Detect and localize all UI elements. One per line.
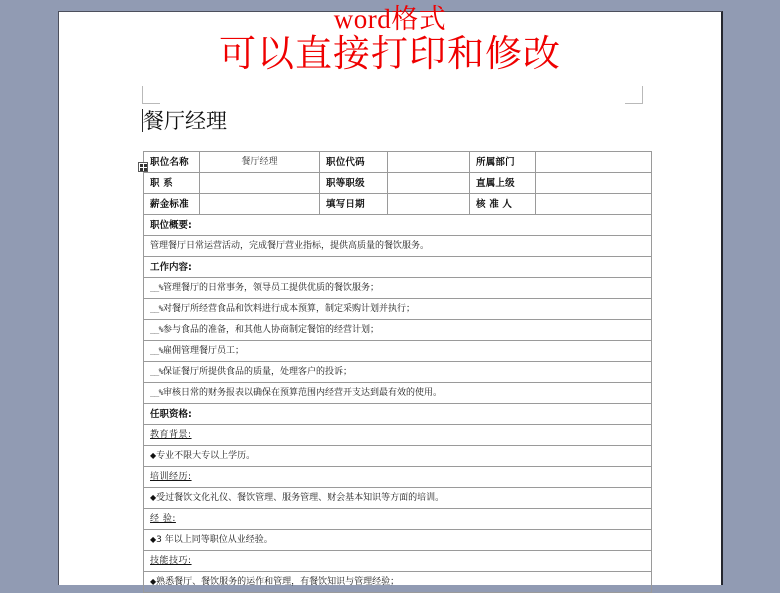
- duty-text: 对餐厅所经营食品和饮料进行成本预算，制定采购计划并执行；: [162, 304, 415, 314]
- table-body: [144, 152, 652, 593]
- table-row-qualification-subheading: [144, 509, 652, 530]
- table-row-duty: [144, 278, 652, 299]
- cell-label-grade: 职等职级: [320, 173, 388, 194]
- cell-value-salary[interactable]: [200, 194, 320, 215]
- duty-item: [144, 383, 652, 404]
- duty-item: [144, 341, 652, 362]
- cell-value-grade[interactable]: [388, 173, 470, 194]
- cell-label-position-code: 职位代码: [320, 152, 388, 173]
- margin-mark-top-right: [625, 86, 643, 104]
- diamond-bullet-icon: ◆: [150, 577, 157, 586]
- subheading-text: 教育背景:: [150, 429, 192, 440]
- duty-text: 审核日常的财务报表以确保在预算范围内经营开支达到最有效的使用。: [162, 388, 442, 398]
- table-move-handle-icon[interactable]: [138, 162, 148, 172]
- qualification-item: [144, 446, 652, 467]
- duty-item: [144, 299, 652, 320]
- job-description-table: [143, 151, 652, 593]
- table-row-qualification-subheading: [144, 467, 652, 488]
- cell-value-supervisor[interactable]: [536, 173, 652, 194]
- document-page: [58, 11, 723, 585]
- duty-text: 雇佣管理餐厅员工；: [162, 346, 244, 356]
- diamond-bullet-icon: ◆: [150, 451, 157, 460]
- section-heading-qualifications: 任职资格:: [144, 404, 652, 425]
- cell-label-department: 所属部门: [470, 152, 536, 173]
- cell-value-department[interactable]: [536, 152, 652, 173]
- qualification-subheading-education: [144, 425, 652, 446]
- duty-marker-icon: __%: [150, 283, 163, 292]
- qualification-text: 受过餐饮文化礼仪、餐饮管理、服务管理、财会基本知识等方面的培训。: [156, 493, 445, 503]
- promo-text-line-2: 可以直接打印和修改: [219, 33, 561, 74]
- cell-value-job-family[interactable]: [200, 173, 320, 194]
- cell-label-fill-date: 填写日期: [320, 194, 388, 215]
- qualification-subheading-skills: [144, 551, 652, 572]
- cell-value-position-code[interactable]: [388, 152, 470, 173]
- duty-marker-icon: __%: [150, 346, 163, 355]
- document-content: [101, 108, 689, 593]
- table-row-summary-heading: [144, 215, 652, 236]
- table-row-duties-heading: [144, 257, 652, 278]
- cell-label-position-name: 职位名称: [144, 152, 200, 173]
- table-row-qualification-item: [144, 530, 652, 551]
- cell-value-fill-date[interactable]: [388, 194, 470, 215]
- table-row-qualification-item: [144, 572, 652, 593]
- table-row-duty: [144, 362, 652, 383]
- qualification-item: [144, 572, 652, 593]
- duty-item: [144, 278, 652, 299]
- duty-item: [144, 320, 652, 341]
- qualification-text: 熟悉餐厅、餐饮服务的运作和管理，有餐饮知识与管理经验；: [156, 577, 400, 587]
- table-row: [144, 173, 652, 194]
- table-row-qualification-item: [144, 446, 652, 467]
- duty-marker-icon: __%: [150, 325, 163, 334]
- duty-text: 保证餐厅所提供食品的质量，处理客户的投诉；: [162, 367, 352, 377]
- subheading-text: 培训经历:: [150, 471, 192, 482]
- cell-label-approver: 核 准 人: [470, 194, 536, 215]
- qualification-text: 3 年以上同等职位从业经验。: [156, 535, 273, 545]
- section-heading-summary: 职位概要:: [144, 215, 652, 236]
- table-row-duty: [144, 320, 652, 341]
- duty-text: 参与食品的准备，和其他人协商制定餐馆的经营计划；: [162, 325, 379, 335]
- table-row-duty: [144, 383, 652, 404]
- duty-text: 管理餐厅的日常事务，领导员工提供优质的餐饮服务；: [162, 283, 379, 293]
- summary-paragraph: 管理餐厅日常运营活动，完成餐厅营业指标，提供高质量的餐饮服务。: [144, 236, 652, 257]
- diamond-bullet-icon: ◆: [150, 535, 157, 544]
- table-row-duty: [144, 299, 652, 320]
- page-title: 餐厅经理: [101, 108, 689, 134]
- qualification-item: [144, 488, 652, 509]
- table-row: [144, 194, 652, 215]
- subheading-text: 经 验:: [150, 513, 176, 524]
- table-row-qualification-subheading: [144, 551, 652, 572]
- qualification-text: 专业不限大专以上学历。: [156, 451, 256, 461]
- cell-label-salary: 薪金标准: [144, 194, 200, 215]
- table-row-qualification-subheading: [144, 425, 652, 446]
- duty-marker-icon: __%: [150, 388, 163, 397]
- table-row-summary-text: [144, 236, 652, 257]
- cell-value-approver[interactable]: [536, 194, 652, 215]
- qualification-subheading-training: [144, 467, 652, 488]
- margin-mark-top-left: [142, 86, 160, 104]
- cell-label-job-family: 职 系: [144, 173, 200, 194]
- qualification-subheading-experience: [144, 509, 652, 530]
- duty-marker-icon: __%: [150, 367, 163, 376]
- cell-label-supervisor: 直属上级: [470, 173, 536, 194]
- cell-value-position-name[interactable]: 餐厅经理: [200, 152, 320, 173]
- table-row-qualifications-heading: [144, 404, 652, 425]
- qualification-item: [144, 530, 652, 551]
- table-row-qualification-item: [144, 488, 652, 509]
- duty-marker-icon: __%: [150, 304, 163, 313]
- subheading-text: 技能技巧:: [150, 555, 192, 566]
- promo-text-line-1: word格式: [333, 4, 447, 34]
- section-heading-duties: 工作内容:: [144, 257, 652, 278]
- table-row-duty: [144, 341, 652, 362]
- table-row: [144, 152, 652, 173]
- diamond-bullet-icon: ◆: [150, 493, 157, 502]
- duty-item: [144, 362, 652, 383]
